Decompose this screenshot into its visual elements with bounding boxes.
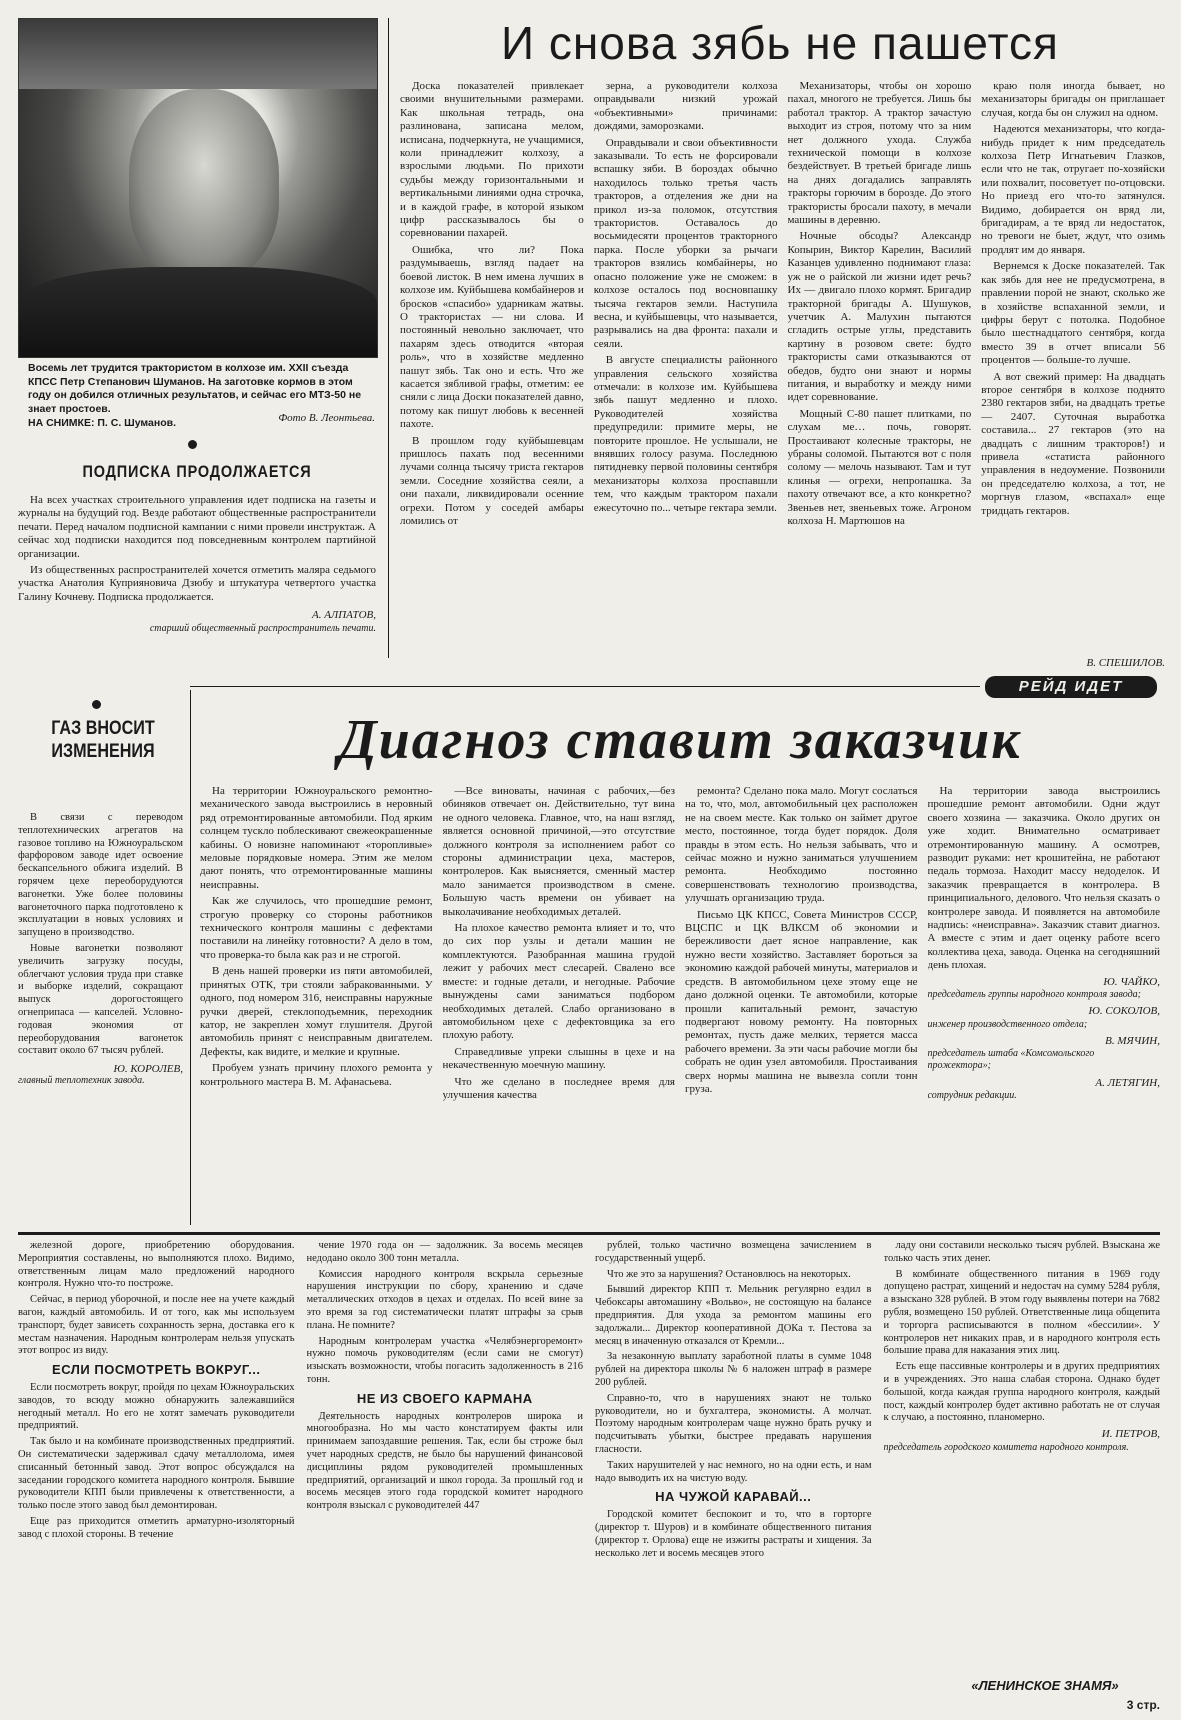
subscription-title-wrap [18,462,376,482]
gas-title: ГАЗ ВНОСИТ ИЗМЕНЕНИЯ [51,718,155,762]
column-rule [190,690,191,1225]
gas-author-role: главный теплотехник завода. [18,1075,145,1087]
raid-badge: РЕЙД ИДЕТ [985,676,1157,698]
gas-article [18,812,183,1090]
subscription-author: А. АЛПАТОВ, [312,609,376,622]
control-column-1: железной дороге, приобретению оборудования. Мероприятия составлены, но выполняются плохо. Видимо, ответственным лицам мало предложений народного контроля. Нужно что-то построже. Сейчас, в период уборочной, и после нее на учете каждый вагон, каждый автомобиль. И от того, как мы используем транспорт, будет зависеть сохранность зерна, доставка его к местам назначения. Народным контролерам нельзя упускать этот вопрос из виду. ЕСЛИ ПОСМОТРЕТЬ ВОКРУГ... Если посмотреть вокруг, пройдя по цехам Южноуральских заводов, то всюду можно обнаружить залежавшийся негодный металл. Но его не хотят замечать руководители предприятий. Так было и на комбинате производственных предприятий. Он систематически задерживал сдачу металлолома, имея списанный бетонный завод. Этот вопрос обсуждался на заседании городского комитета народного контроля. Бывшие руководители КПП были привлечены к ответственности, а только после этого завод был демонтирован. Еще раз приходится отметить арматурно-изоляторный завод с плохой стороны. В течение [18,1240,295,1540]
newspaper-name: «ЛЕНИНСКОЕ ЗНАМЯ» [971,1678,1119,1693]
control-column-3: рублей, только частично возмещена зачислением в государственный ущерб. Что же это за нарушения? Остановлюсь на некоторых. Бывший директор КПП т. Мельник регулярно ездил в Чебоксары автомашину «Вольво», не состоящую на балансе предприятия. Для ухода за ремонтом машины его задолжали... Директор кооперативной ДОКа т. Пестова за месяц в иначенную отказался от Кремли... За незаконную выплату заработной платы в сумме 1048 рублей на директора школы № 6 наложен штраф в размере 200 рублей. Справно-то, что в нарушениях знают не только руководители, но и бухгалтера, экономисты. А молчат. Поэтому народным контролерам чаще нужно брать ручку и подсчитывать убытки, быстрее предавать нарушения гласности. Таких нарушителей у нас немного, но на одни есть, и нам надо выводить их на чистую воду. НА ЧУЖОЙ КАРАВАЙ... Городской комитет беспокоит и то, что в горторге (директор т. Шуров) и в комбинате общественного питания (директор т. Орлова) еще не изжиты растраты и хищения. За несколько лет и восемь месяцев этого [595,1240,872,1559]
subscription-title: ПОДПИСКА ПРОДОЛЖАЕТСЯ [82,462,312,481]
subscription-paragraph: На всех участках строительного управления идет подписка на газеты и журналы на будущий год. Везде работают общественные распространители печати. Перед началом подписной кампании с ними провели инструктаж. А сейчас ход подписки находится под повседневным контролем партийной организации. [18,494,376,560]
raid-top-rule [190,686,980,687]
photo-credit: Фото В. Леонтьева. [278,412,375,424]
photo-caption: Восемь лет трудится трактористом в колхозе им. XXII съезда КПСС Петр Степанович Шуманов. На заготовке кормов в этом году он добился отличных результатов, и сейчас его МТЗ-50 не знает простоев. НА СНИМКЕ: П. С. Шуманов. [28,362,362,429]
gas-paragraph: Новые вагонетки позволяют увеличить загрузку посуды, облегчают условия труда при ставке и выборке изделий, сокращают выпуск дорогостоящего огнеприпаса — капселей. Условно-годовая экономия от переоборудования вагонеток составит около 67 тысяч рублей. [18,942,183,1057]
control-column-2: чение 1970 года он — задолжник. За восемь месяцев недодано около 300 тонн металла. Комиссия народного контроля вскрыла серьезные нарушения инструкции по сбору, хранению и сдаче металлических отходов в цехах и отделах. По всей вине за это время за год систематически платят штрафы за срыв плана. Не помните? Народным контролерам участка «Челябэнергоремонт» нужно помочь руководителям (если сами не смогут) изыскать возможности, чтобы погасить задолженность в 216 тонн. НЕ ИЗ СВОЕГО КАРМАНА Деятельность народных контролеров широка и многообразна. Но мы часто констатируем факты или принимаем запоздавшие решения. Так, если бы строже был учет народных средств, не было бы нарушений финансовой дисциплины рядом руководителей промышленных предприятий, организаций и школ города. За прошлый год и восемь месяцев этого года городской комитет народного контроля взыскал с руководителей 447 [306,1240,583,1512]
zyab-author: В. СПЕШИЛОВ. [1086,657,1165,669]
raid-column-4: На территории завода выстроились прошедшие ремонт автомобили. Одни ждут своего хозяина — заказчика. Около других он уже ходит. Внимательно осматривает отремонтированную машину. А осмотрев, разводит руками: нет крошитейна, не работают педаль тормоза. Находит массу недоделок. И заказчик превращается в контролера. В принципиального, делового. Что нельзя сказать о контролере завода. И появляется на автомобиле надпись: «неисправна». Заказчик ставит диагноз. А вместе с этим и дает оценку работе всего коллектива цеха, завода. Оценка на сегодняшний день плохая. Ю. ЧАЙКО, председатель группы народного контроля завода; Ю. СОКОЛОВ, инженер производственного отдела; В. МЯЧИН, председатель штаба «Комсомольского прожектора»; А. ЛЕТЯГИН, сотрудник редакции. [927,785,1160,1102]
control-article [18,1240,1160,1672]
gas-author: Ю. КОРОЛЕВ, [113,1063,183,1076]
subhead-foreign-loaf: НА ЧУЖОЙ КАРАВАЙ... [655,1489,812,1505]
subscription-author-role: старший общественный распространитель печати. [149,623,376,635]
zyab-column-4: краю поля иногда бывает, но механизаторы бригады он приглашает случая, когда бы он служил на одном. Надеются механизаторы, что когда-нибудь придет к ним председатель колхоза Петр Игнатьевич Глазков, если что не так, отругает по-хозяйски или похвалит, посоветует по-отцовски. Но приезд его что-то затянулся. Видимо, добирается он вряд ли, бригадирам, а те вряд ли недостаток, но тревоги не быет, ждут, что озимь продлят им до января. Вернемся к Доске показателей. Так как зябь для нее не предусмотрена, в правлении порой не знают, сколько же в хозяйстве вспаханной земли, и цифры берут с потолка. Подобное было шестнадцатого сентября, когда вместо 39 в отчет вписали 56 процентов — больше-то лучше. А вот свежий пример: На двадцать второе сентября в колхозе поднято 2380 гектаров зяби, на двадцать третье — 2407. Суточная выработка составила... 27 гектаров (это на двадцать с лишним тракторов!) и привела «статиста районного управления в недоумение. Позвонили он председателю колхоза, а тот, не моргнув глазом, «вспахал» еще тридцать гектаров. [981,80,1165,517]
control-column-4: ладу они составили несколько тысяч рублей. Взыскана же только часть этих денег. В комбинате общественного питания в 1969 году допущено растрат, хищений и недостач на сумму 5284 рубля, а взыскано 328 рублей. В этом году выявлены потери на 7682 рубля, возмещено 150 рублей. Ответственные лица общепита и торгорга расписываются в полном «бессилии». У контролеров нет никаких прав, и в народного контроля есть большие права для наказания этих лиц. Есть еще пассивные контролеры и в других предприятиях и в учреждениях. Это наша слабая сторона. Однако будет большой, когда каждая группа народного контроля, каждый пост, каждый контролер будет активно работать не от случая к случаю, а постоянно, планомерно. И. ПЕТРОВ, председатель городского комитета народного контроля. [883,1240,1160,1453]
raid-column-1: На территории Южноуральского ремонтно-механического завода выстроились в неровный ряд отремонтированные автомобили. Под ярким солнцем тускло поблескивают свежеокрашенные кабины. О новизне напоминают «торопливые» меловые порядковые номера. Этим же мелом дают понять, что отремонтированные машины неисправны. Как же случилось, что прошедшие ремонт, строгую проверку со стороны работников технического контроля машины с дефектами поставили на линейку готовности? А дело в том, что проверка-то была как раз и не строгой. В день нашей проверки из пяти автомобилей, принятых ОТК, три стояли забракованными. У одного, под номером 316, неисправны наружные ручки дверей, стеклоподъемник, переходник катор, не закреплен хомут глушителя. Другой автомобиль принят с неисправным двигателем. Дефекты, как видите, и мелкие и крупные. Пробуем узнать причину плохого ремонта у контрольного мастера В. М. Афанасьева. [200,785,433,1088]
zyab-column-1: Доска показателей привлекает своими внушительными размерами. Как школьная тетрадь, она разлинована, записана мелом, исписана, подчеркнута, не учащимися, коли принадлежит колхозу, а взрослыми людьми. По прихоти судьбы между горизонтальными и вертикальными линиями одна строчка, и в каждой графе, в которой языком цифр рассказывалось бы о соревновании пахарей. Ошибка, что ли? Пока раздумываешь, взгляд падает на боевой листок. В нем имена лучших в колхозе им. Куйбышева комбайнеров и бросков «спасибо» ударникам жатвы. О трактористах — ни слова. И постоянный невольно заключает, что пахарям здесь отводится «вторая роль», что в хозяйстве медленно пашут зябь. Так оно и есть. Что же касается зябливой графы, отметим: ее сняли с лица Доски показателей давно, потому как пишут любовь к весенней пахоте. В прошлом году куйбышевцам пришлось пахать под весенними лучами солнца тысячу триста гектаров земли. Соседние хозяйства сеяли, а они пахали, ликвидировали осенние огрехи. Потом у соседей амбары ломились от [400,80,584,527]
raid-signature: Ю. ЧАЙКО, председатель группы народного контроля завода; Ю. СОКОЛОВ, инженер производственного отдела; В. МЯЧИН, председатель штаба «Комсомольского прожектора»; А. ЛЕТЯГИН, сотрудник редакции. [927,975,1160,1102]
page-number: 3 стр. [1126,1698,1160,1712]
subscription-article [18,494,376,634]
zyab-article [400,80,1165,670]
bullet-dot [188,440,197,449]
headline-zyab: И снова зябь не пашется [501,17,1059,69]
control-author: И. ПЕТРОВ, [1101,1428,1160,1441]
zyab-column-3: Механизаторы, чтобы он хорошо пахал, многого не требуется. Лишь бы работал трактор. А трактор зачастую выходит из строя, потому что за ним нет должного ухода. Служба технической помощи в колхозе бездействует. В третьей бригаде лишь на днях догадались заправлять тракторы горючим в борозде. До этого трактористы бросали пахоту, в мечали машины в деревню. Ночные обсоды? Александр Копырин, Виктор Карелин, Василий Казанцев удивленно поднимают глаза: уж не о райской ли жизни идет речь? Их — двигало плохо кормят. Бригадир тракторной бригады А. Шушуков, учетчик А. Малухин пытаются сгладить острые углы, представить картину в розовом свете: будто трактористы сами отказываются от обедов, будто они знают и нормы питания, и выработку и между ними идет соревнование. Мощный С-80 пашет плитками, по слухам ме… почь, говорят. Простаивают колесные тракторы, не убраны соломой. Пытаются вот с поля солому — мелочь называют. Там и тут клинья — огрехи, непропашка. За пахоту отвечают все, а кто конкретно? Звеньев нет, звеньевых тоже. Агроном колхоза Н. Мартюшов на [787,80,972,527]
bullet-dot [92,700,101,709]
headline-diagnosis: Диагноз ставит заказчик [338,709,1022,771]
tractor-driver-photo [18,18,378,358]
gas-paragraph: В связи с переводом теплотехнических агрегатов на газовое топливо на Южноуральском фарфоровом заводе идет освоение бескапсельного обжига изделий. В горячем цехе переоборудуются вагонетки. Уже более половины вагонеточного парка подготовлено к эксплуатации в новых условиях и запущено в производство. [18,812,183,939]
raid-column-2: —Все виноваты, начиная с рабочих,—без обиняков отвечает он. Действительно, тут вина не одного человека. Главное, что, на наш взгляд, является основной причиной,—это отсутствие должного контроля за исполнением работ со стороны администрации цеха, мастеров, контролеров. Как выясняется, сменный мастер мало занимается производством в смене. Большую часть времени он убивает на выколачивание необходимых деталей. На плохое качество ремонта влияет и то, что до сих пор узлы и детали машин не комплектуются. Разобранная машина грудой лежит у рабочих мест слесарей. Свалено все вместе: и годные детали, и негодные. Рабочие вынуждены сами заниматься подбором необходимых деталей. Слабо организовано в автомобильном цехе с дефектовщика за его плохую работу. Справедливые упреки слышны в цехе и на некачественную моечную машину. Что же сделано в последнее время для улучшения качества [442,785,675,1101]
zyab-column-2: зерна, а руководители колхоза оправдывали низкий урожай «объективными» причинами: дождями, заморозками. Оправдывали и свои объективности заказывали. То есть не форсировали вспашку зяби. В бороздах обычно находилось только третья часть тракторов, а отделения же дни на прикол из-за поломок, отсутствия трактористов. Оставалось до восьмидесяти процентов тракторного парка. После уборки за рычаги тракторов взялись комбайнеры, но опасно положение уже не сможем: в колхозе осталось под восновпашку тысяча гектаров земли. Наступила весна, и куйбышевцы, что называется, разрывались на два фронта: пахали и сеяли. В августе специалисты районного управления сельского хозяйства отмечали: в колхозе им. Куйбышева зябь пашут медленно и плохо. Руководителей хозяйства предупредили: примите меры, не повторите прошлое. Не услышали, не внявших голосу разума. Последнюю пятидневку первой половины сентября механизаторы колхоза проспавшли тем, что каждым трактором пахали ежесуточно по... четыре гектара земли. [593,80,778,514]
column-rule [388,18,389,658]
control-author-role: председатель городского комитета народного контроля. [883,1441,1129,1453]
subhead-own-pocket: НЕ ИЗ СВОЕГО КАРМАНА [356,1390,533,1406]
raid-article [200,785,1160,1225]
subhead-look-around: ЕСЛИ ПОСМОТРЕТЬ ВОКРУГ... [52,1362,261,1378]
section-rule [18,1232,1160,1235]
subscription-paragraph: Из общественных распространителей хочется отметить маляра седьмого участка Анатолия Куприяновича Дзюбу и штукатура четвертого участка Галину Кочневу. Подписка продолжается. [18,564,376,603]
raid-column-3: ремонта? Сделано пока мало. Могут сослаться на то, что, мол, автомобильный цех расположен не на своем месте. Как только он займет другое место, постоянное, тогда будет порядок. Доля правды в этом есть. Но нельзя забывать, что и сейчас можно и нужно заниматься улучшением ремонта. Необходимо постоянно совершенствовать технологию производства, улучшать организацию труда. Письмо ЦК КПСС, Совета Министров СССР, ВЦСПС и ЦК ВЛКСМ об экономии и бережливости дает ясное направление, как нужно вести хозяйство. Заставляет бороться за экономию каждой рабочей минуты, материалов и средств. В автомобильном цехе этому еще не дано должной оценки. Те автомобили, которые прошли капитальный ремонт, зачастую подвергают новому ремонту. На повторных ремонтах, пусть даже мелких, теряется масса рабочего времени. За эти часы рабочие могли бы собрать не один узел автомобиля. Простаивания сверх нормы машина не вывезла сопли тонн груза. [685,785,918,1095]
